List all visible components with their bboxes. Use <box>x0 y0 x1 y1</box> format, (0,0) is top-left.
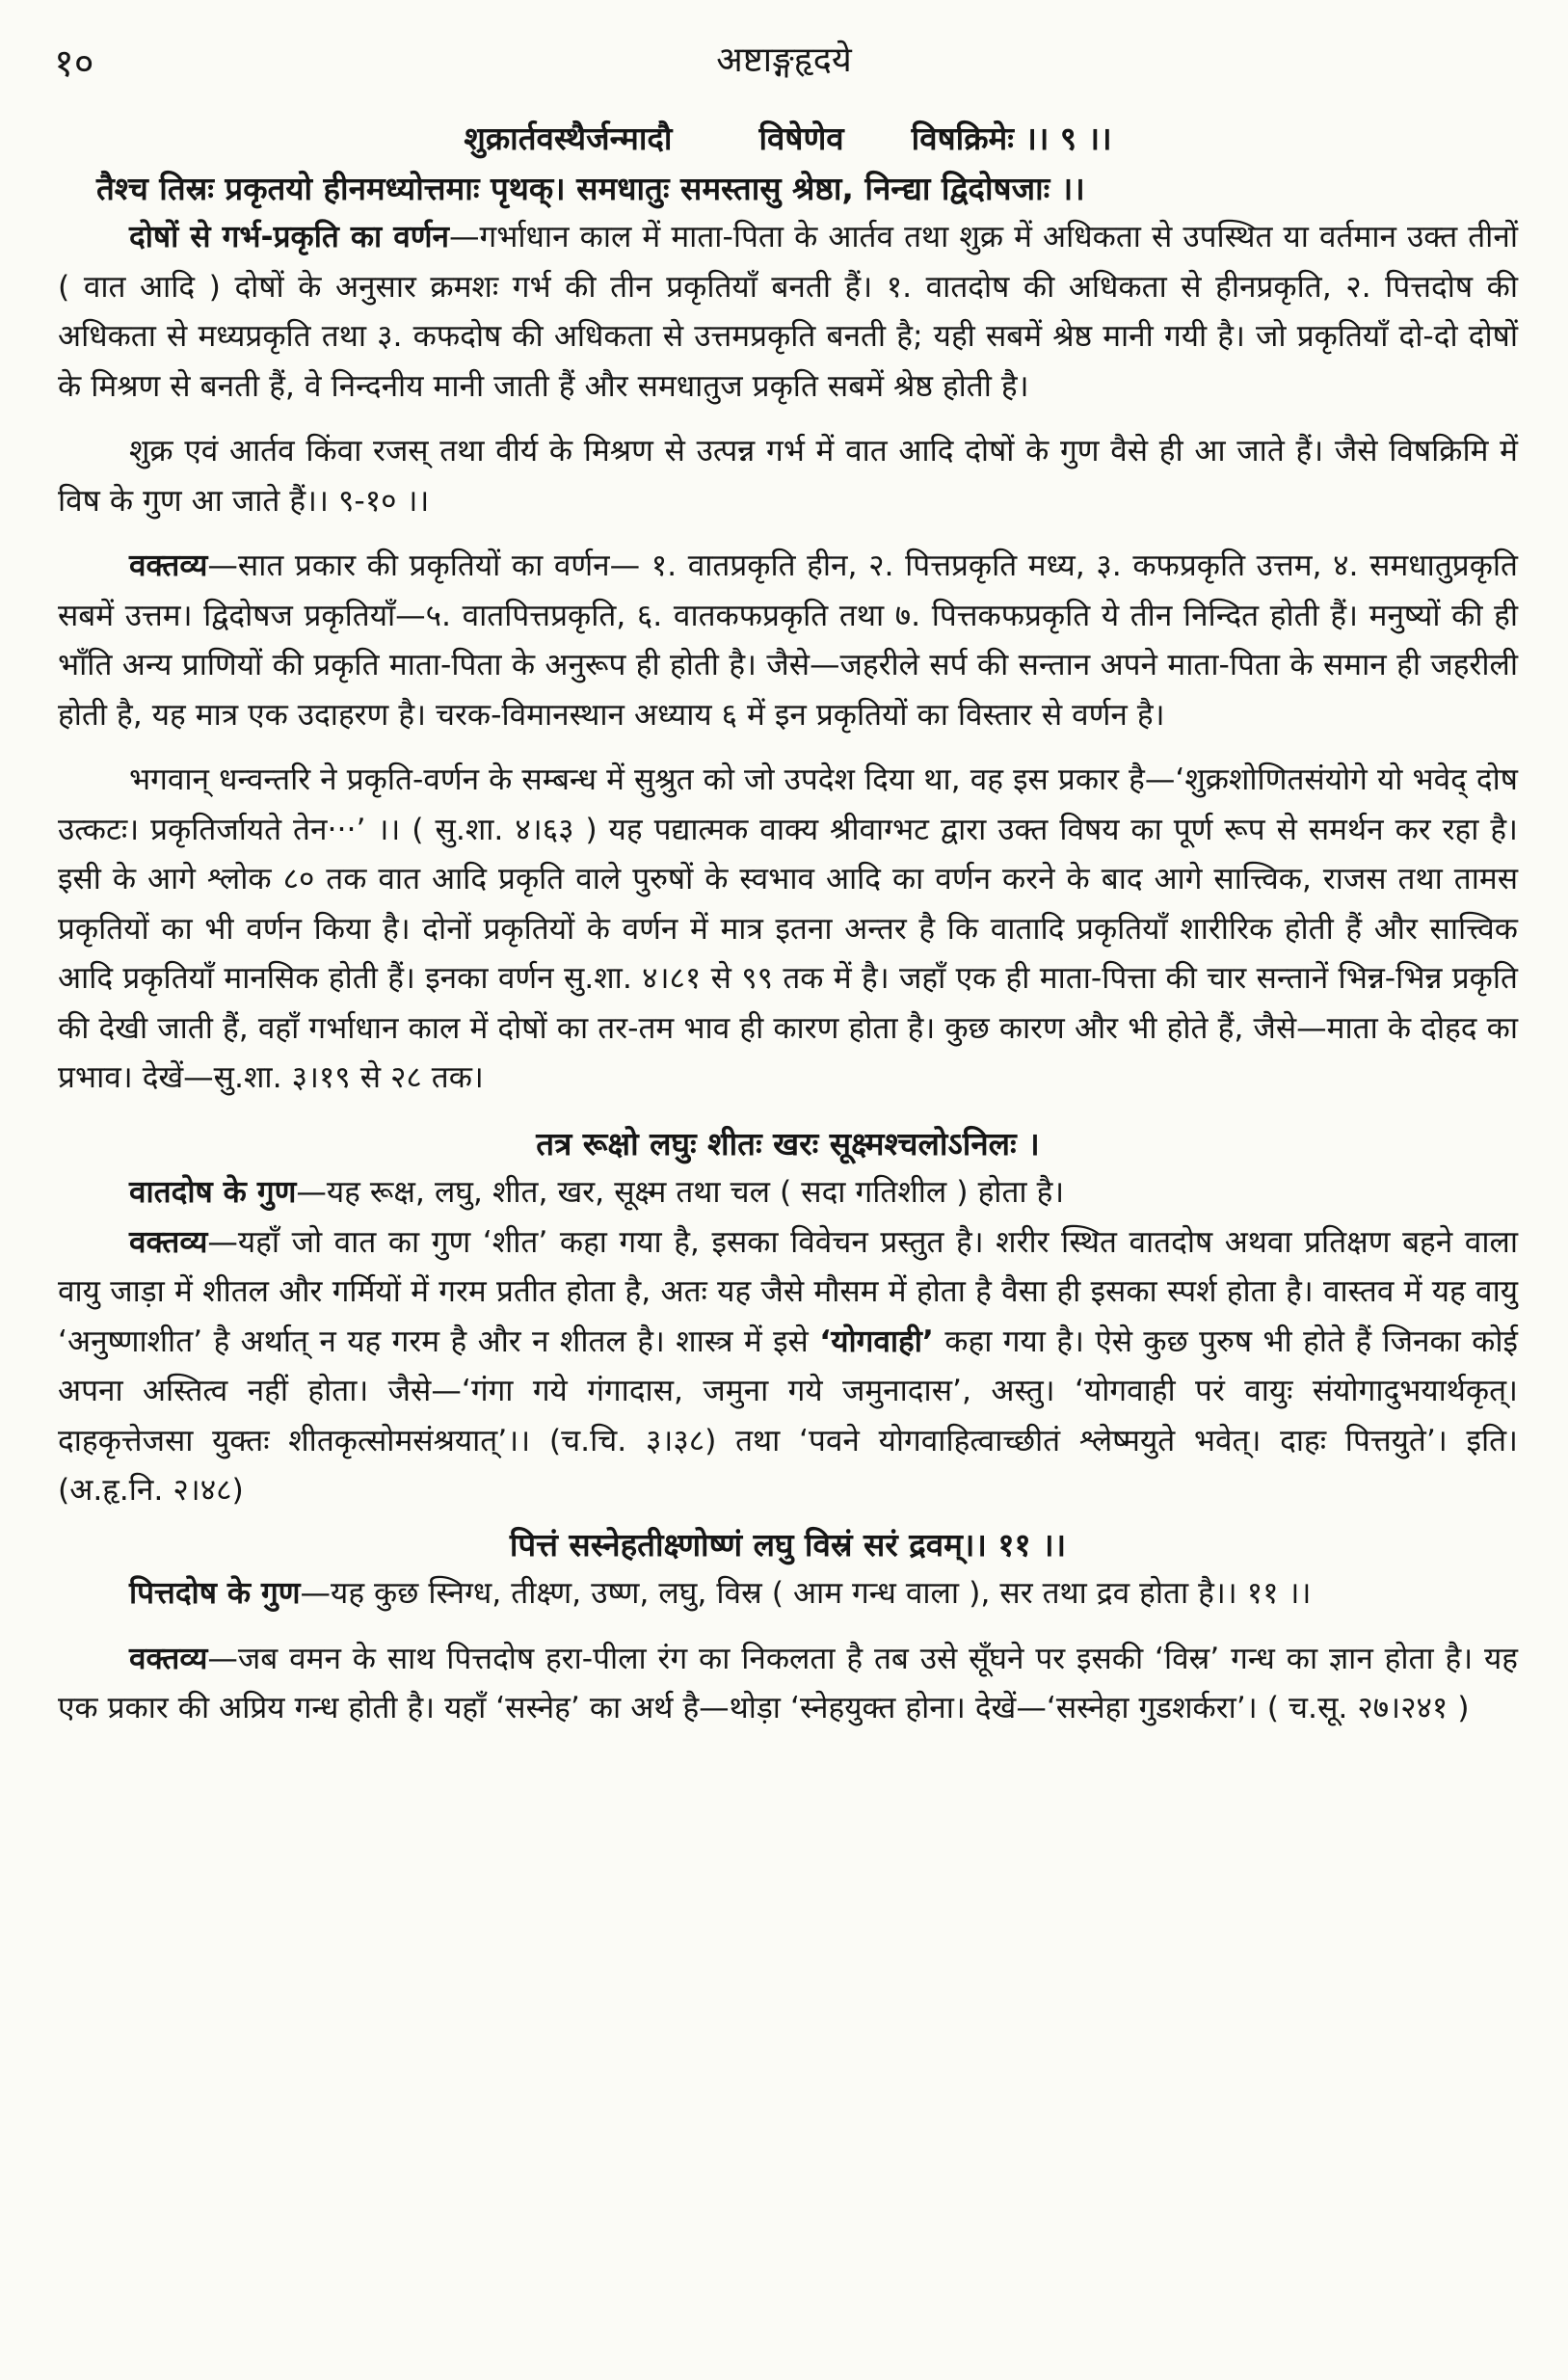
verse-11: पित्तं सस्नेहतीक्ष्णोष्णं लघु विस्रं सरं द्रवम्।। ११ ।। <box>509 1525 1067 1564</box>
page-body <box>58 114 1518 1734</box>
verse-10: तैश्च तिस्रः प्रकृतयो हीनमध्योत्तमाः पृथक्। समधातुः समस्तासु श्रेष्ठा, निन्द्या द्विदोषजाः ।। <box>96 169 1085 207</box>
verse-vata: तत्र रूक्षो लघुः शीतः खरः सूक्ष्मश्चलोऽनिलः । <box>536 1124 1040 1163</box>
verse-9-part3: विषक्रिमेः ।। ९ ।। <box>911 120 1112 157</box>
paragraph-text: —सात प्रकार की प्रकृतियों का वर्णन— १. वातप्रकृति हीन, २. पित्तप्रकृति मध्य, ३. कफप्रकृति उत्तम, ४. समधातुप्रकृति सबमें उत्तम। द्विदोषज प्रकृतियाँ—५. वातपित्तप्रकृति, ६. वातकफप्रकृति तथा ७. पित्तकफप्रकृति ये तीन निन्दित होती हैं। मनुष्यों की ही भाँति अन्य प्राणियों की प्रकृति माता-पिता के अनुरूप ही होती है। जैसे—जहरीले सर्प की सन्तान अपने माता-पिता के समान ही जहरीली होती है, यह मात्र एक उदाहरण है। चरक-विमानस्थान अध्याय ६ में इन प्रकृतियों का विस्तार से वर्णन है। <box>58 548 1518 733</box>
paragraph-dhanvantari: भगवान् धन्वन्तरि ने प्रकृति-वर्णन के सम्बन्ध में सुश्रुत को जो उपदेश दिया था, वह इस प्रकार है—‘शुक्रशोणितसंयोगे यो भवेद् दोष उत्कटः। प्रकृतिर्जायते तेन···’ ।। ( सु.शा. ४।६३ ) यह पद्यात्मक वाक्य श्रीवाग्भट द्वारा उक्त विषय का पूर्ण रूप से समर्थन कर रहा है। इसी के आगे श्लोक ८० तक वात आदि प्रकृति वाले पुरुषों के स्वभाव आदि का वर्णन करने के बाद आगे सात्त्विक, राजस तथा तामस प्रकृतियों का भी वर्णन किया है। दोनों प्रकृतियों के वर्णन में मात्र इतना अन्तर है कि वातादि प्रकृतियाँ शारीरिक होती हैं और सात्त्विक आदि प्रकृतियाँ मानसिक होती हैं। इनका वर्णन सु.शा. ४।८१ से ९९ तक में है। जहाँ एक ही माता-पित्ता की चार सन्तानें भिन्न-भिन्न प्रकृति की देखी जाती हैं, वहाँ गर्भाधान काल में दोषों का तर-तम भाव ही कारण होता है। कुछ कारण और भी होते हैं, जैसे—माता के दोहद का प्रभाव। देखें—सु.शा. ३।१९ से २८ तक। <box>58 762 1518 1095</box>
page-number: १० <box>54 41 94 86</box>
paragraph-heading: वातदोष के गुण <box>129 1175 297 1210</box>
paragraph-heading: दोषों से गर्भ-प्रकृति का वर्णन <box>129 220 449 254</box>
paragraph-heading: वक्तव्य <box>129 1224 208 1260</box>
paragraph-text: —जब वमन के साथ पित्तदोष हरा-पीला रंग का निकलता है तब उसे सूँघने पर इसकी ‘विस्र’ गन्ध का ज्ञान होता है। यह एक प्रकार की अप्रिय गन्ध होती है। यहाँ ‘सस्नेह’ का अर्थ है—थोड़ा ‘स्नेहयुक्त होना। देखें—‘सस्नेहा गुडशर्करा’। ( च.सू. २७।२४१ ) <box>58 1641 1518 1725</box>
paragraph-vaktavya-sheeta <box>58 1218 1518 1516</box>
paragraph-vaktavya-visra <box>58 1635 1518 1734</box>
paragraph-text: —यह रूक्ष, लघु, शीत, खर, सूक्ष्म तथा चल ( सदा गतिशील ) होता है। <box>296 1175 1065 1210</box>
paragraph-shukra-artava: शुक्र एवं आर्तव किंवा रजस् तथा वीर्य के मिश्रण से उत्पन्न गर्भ में वात आदि दोषों के गुण वैसे ही आ जाते हैं। जैसे विषक्रिमि में विष के गुण आ जाते हैं।। ९-१० ।। <box>58 434 1518 519</box>
paragraph-text: —यहाँ जो वात का गुण ‘शीत’ कहा गया है, इसका विवेचन प्रस्तुत है। शरीर स्थित वातदोष अथवा प्रतिक्षण बहने वाला वायु जाड़ा में शीतल और गर्मियों में गरम प्रतीत होता है, अतः यह जैसे मौसम में होता है वैसा ही इसका स्पर्श होता है। वास्तव में यह वायु ‘अनुष्णाशीत’ है अर्थात् न यह गरम है और न शीतल है। शास्त्र में इसे <box>58 1224 1518 1359</box>
paragraph-vaktavya-prakriti <box>58 542 1518 740</box>
running-title: अष्टाङ्गहृदये <box>716 40 852 80</box>
paragraph-text-continued: कहा गया है। ऐसे कुछ पुरुष भी होते हैं जिनका कोई अपना अस्तित्व नहीं होता। जैसे—‘गंगा गये गंगादास, जमुना गये जमुनादास’, अस्तु। ‘योगवाही परं वायुः संयोगादुभयार्थकृत्। दाहकृत्तेजसा युक्तः शीतकृत्सोमसंश्रयात्’।। (च.चि. ३।३८) तथा ‘पवने योगवाहित्वाच्छीतं श्लेष्मयुते भवेत्। दाहः पित्तयुते’। इति। (अ.हृ.नि. २।४८) <box>58 1324 1518 1508</box>
verse-9-part1: शुक्रार्तवस्थैर्जन्मादौ <box>464 120 673 157</box>
page-header <box>54 31 1514 89</box>
paragraph-heading: वक्तव्य <box>129 548 208 583</box>
paragraph-pitta-guna <box>58 1569 1518 1619</box>
paragraph-heading: पित्तदोष के गुण <box>129 1576 301 1611</box>
verse-9 <box>58 114 1518 164</box>
paragraph-heading: वक्तव्य <box>129 1641 208 1676</box>
paragraph-text: —यह कुछ स्निग्ध, तीक्ष्ण, उष्ण, लघु, विस्र ( आम गन्ध वाला ), सर तथा द्रव होता है।। ११ ।। <box>300 1576 1312 1611</box>
paragraph-garbha-prakriti <box>58 213 1518 412</box>
paragraph-vata-guna <box>58 1168 1518 1218</box>
paragraph-text: —गर्भाधान काल में माता-पिता के आर्तव तथा शुक्र में अधिकता से उपस्थित या वर्तमान उक्त तीनों ( वात आदि ) दोषों के अनुसार क्रमशः गर्भ की तीन प्रकृतियाँ बनती हैं। १. वातदोष की अधिकता से हीनप्रकृति, २. पित्तदोष की अधिकता से मध्यप्रकृति तथा ३. कफदोष की अधिकता से उत्तमप्रकृति बनती है; यही सबमें श्रेष्ठ मानी गयी है। जो प्रकृतियाँ दो-दो दोषों के मिश्रण से बनती हैं, वे निन्दनीय मानी जाती हैं और समधातुज प्रकृति सबमें श्रेष्ठ होती है। <box>58 220 1518 404</box>
yogavahi-term: ‘योगवाही’ <box>819 1324 934 1359</box>
verse-9-part2: विषेणेव <box>758 120 844 157</box>
